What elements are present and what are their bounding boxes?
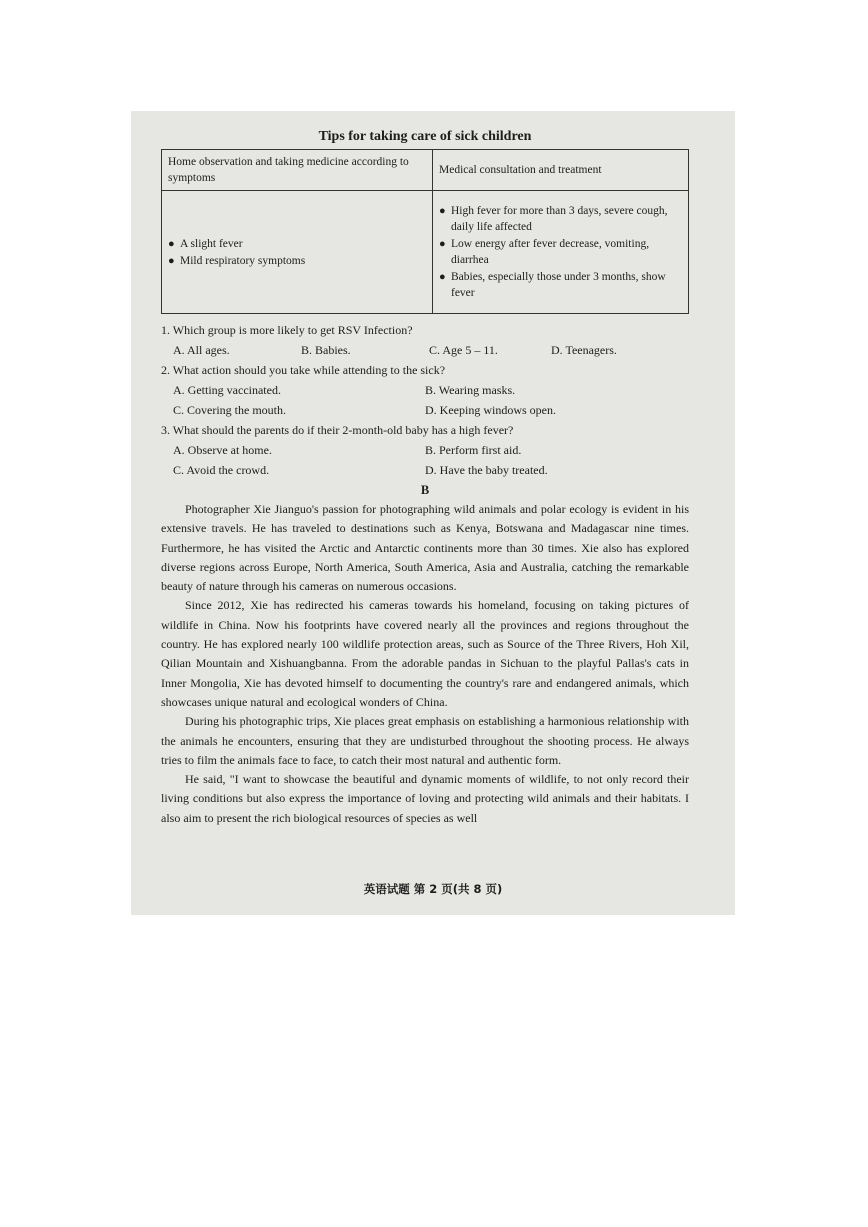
reading-passage [161, 500, 689, 828]
treatment-symptom-list [439, 203, 682, 301]
right-cell [433, 191, 689, 314]
option-d: D. Have the baby treated. [425, 463, 548, 477]
option-d: D. Teenagers. [551, 343, 617, 357]
left-header: Home observation and taking medicine according to symptoms [162, 150, 433, 191]
right-header: Medical consultation and treatment [433, 150, 689, 191]
questions [161, 320, 689, 480]
option-b: B. Babies. [301, 343, 351, 357]
paragraph: During his photographic trips, Xie places great emphasis on establishing a harmonious relationship with the animals he encounters, ensuring that they are undisturbed throughout the shooting process. He always tries to film the animals face to face, to catch their most natural and authentic form. [161, 714, 689, 767]
list-item: ● Babies, especially those under 3 months, show fever [439, 269, 682, 301]
paragraph: Since 2012, Xie has redirected his cameras towards his homeland, focusing on taking pictures of wildlife in China. Now his footprints have covered nearly all the provinces and regions throughout the country. He has explored nearly 100 wildlife protection areas, such as Source of the Three Rivers, Hoh Xil, Qilian Mountain and Xishuangbanna. From the adorable pandas in Sichuan to the playful Pallas's cats in Inner Mongolia, Xie has devoted himself to documenting the country's rare and endangered animals, which showcases unique natural and ecological wonders of China. [161, 598, 689, 709]
option-d: D. Keeping windows open. [425, 403, 556, 417]
question-2: 2. What action should you take while attending to the sick? [161, 363, 446, 377]
list-item: ● Low energy after fever decrease, vomiting, diarrhea [439, 236, 682, 268]
option-c: C. Avoid the crowd. [173, 463, 270, 477]
option-a: A. Getting vaccinated. [173, 383, 281, 397]
paragraph: He said, "I want to showcase the beautiful and dynamic moments of wildlife, to not only record their living conditions but also express the importance of loving and protecting wild animals and their habitats. I also aim to present the rich biological resources of species as well [161, 772, 689, 825]
option-c: C. Age 5 – 11. [429, 343, 498, 357]
question-1: 1. Which group is more likely to get RSV Infection? [161, 323, 413, 337]
option-c: C. Covering the mouth. [173, 403, 286, 417]
page-content [161, 129, 689, 828]
list-item: ● Mild respiratory symptoms [168, 253, 426, 269]
tips-title: Tips for taking care of sick children [318, 129, 532, 144]
home-symptom-list [168, 236, 426, 269]
option-b: B. Wearing masks. [425, 383, 516, 397]
question-1-options [161, 340, 689, 360]
paragraph: Photographer Xie Jianguo's passion for photographing wild animals and polar ecology is evident in his extensive travels. He has traveled to destinations such as Kenya, Botswana and Madagascar nine times. Furthermore, he has visited the Arctic and Antarctic continents more than 30 times. Xie also has explored diverse regions across Europe, North America, South America, Asia and Australia, catching the remarkable beauty of nature through his cameras on numerous occasions. [161, 502, 689, 594]
question-3: 3. What should the parents do if their 2-month-old baby has a high fever? [161, 423, 514, 437]
question-3-options [161, 440, 689, 480]
option-b: B. Perform first aid. [425, 443, 522, 457]
question-2-options [161, 380, 689, 420]
option-a: A. Observe at home. [173, 443, 272, 457]
list-item: ● High fever for more than 3 days, severe cough, daily life affected [439, 203, 682, 235]
page-footer: 英语试题 第 2 页(共 8 页) [363, 882, 503, 896]
exam-page [131, 111, 735, 915]
tips-table [161, 149, 689, 314]
left-cell [162, 191, 433, 314]
list-item: ● A slight fever [168, 236, 426, 252]
section-label: B [420, 483, 430, 497]
option-a: A. All ages. [173, 343, 230, 357]
